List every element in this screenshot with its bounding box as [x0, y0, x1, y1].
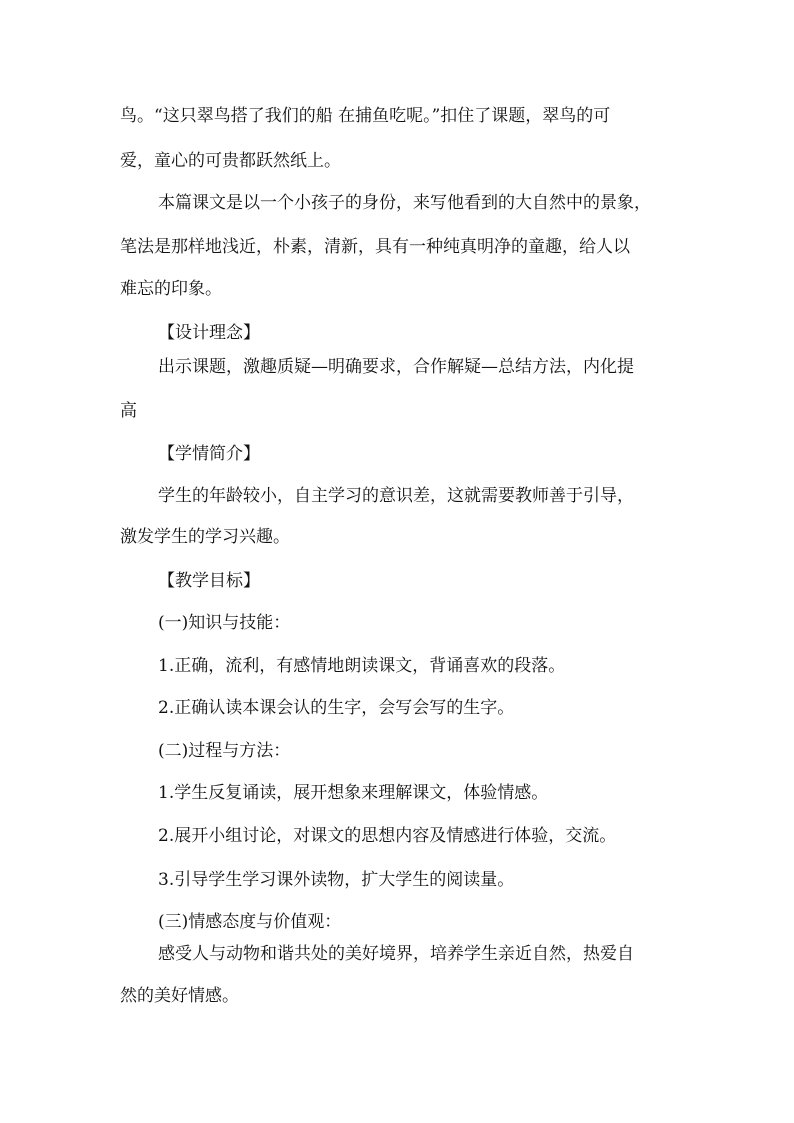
paragraph-line: 难忘的印象。: [120, 279, 222, 299]
section-heading-design-concept: 【设计理念】: [158, 323, 260, 343]
subheading-process-methods: (二)过程与方法：: [158, 741, 291, 761]
paragraph-line: 学生的年龄较小，自主学习的意识差，这就需要教师善于引导，: [158, 486, 634, 506]
list-item: 2.展开小组讨论，对课文的思想内容及情感进行体验，交流。: [158, 826, 617, 846]
paragraph-line: 爱，童心的可贵都跃然纸上。: [120, 151, 341, 171]
subheading-emotion-values: (三)情感态度与价值观：: [158, 912, 342, 932]
list-item: 1.学生反复诵读，展开想象来理解课文，体验情感。: [158, 783, 549, 803]
paragraph-line: 感受人与动物和谐共处的美好境界，培养学生亲近自然，热爱自: [158, 944, 634, 964]
section-heading-student-profile: 【学情简介】: [158, 444, 260, 464]
paragraph-line: 激发学生的学习兴趣。: [120, 527, 290, 547]
section-heading-teaching-goals: 【教学目标】: [158, 571, 260, 591]
paragraph-line: 本篇课文是以一个小孩子的身份，来写他看到的大自然中的景象，: [158, 193, 651, 213]
subheading-knowledge-skills: (一)知识与技能：: [158, 613, 291, 633]
list-item: 2.正确认读本课会认的生字，会写会写的生字。: [158, 698, 515, 718]
paragraph-line: 笔法是那样地浅近，朴素，清新，具有一种纯真明净的童趣，给人以: [120, 237, 630, 257]
paragraph-line: 然的美好情感。: [120, 986, 239, 1006]
list-item: 3.引导学生学习课外读物，扩大学生的阅读量。: [158, 870, 515, 890]
paragraph-line: 出示课题，激趣质疑—明确要求，合作解疑—总结方法，内化提: [158, 357, 634, 377]
paragraph-line: 高: [120, 401, 137, 421]
paragraph-line: 鸟。“这只翠鸟搭了我们的船 在捕鱼吃呢。”扣住了课题，翠鸟的可: [120, 106, 611, 126]
list-item: 1.正确，流利，有感情地朗读课文，背诵喜欢的段落。: [158, 656, 566, 676]
